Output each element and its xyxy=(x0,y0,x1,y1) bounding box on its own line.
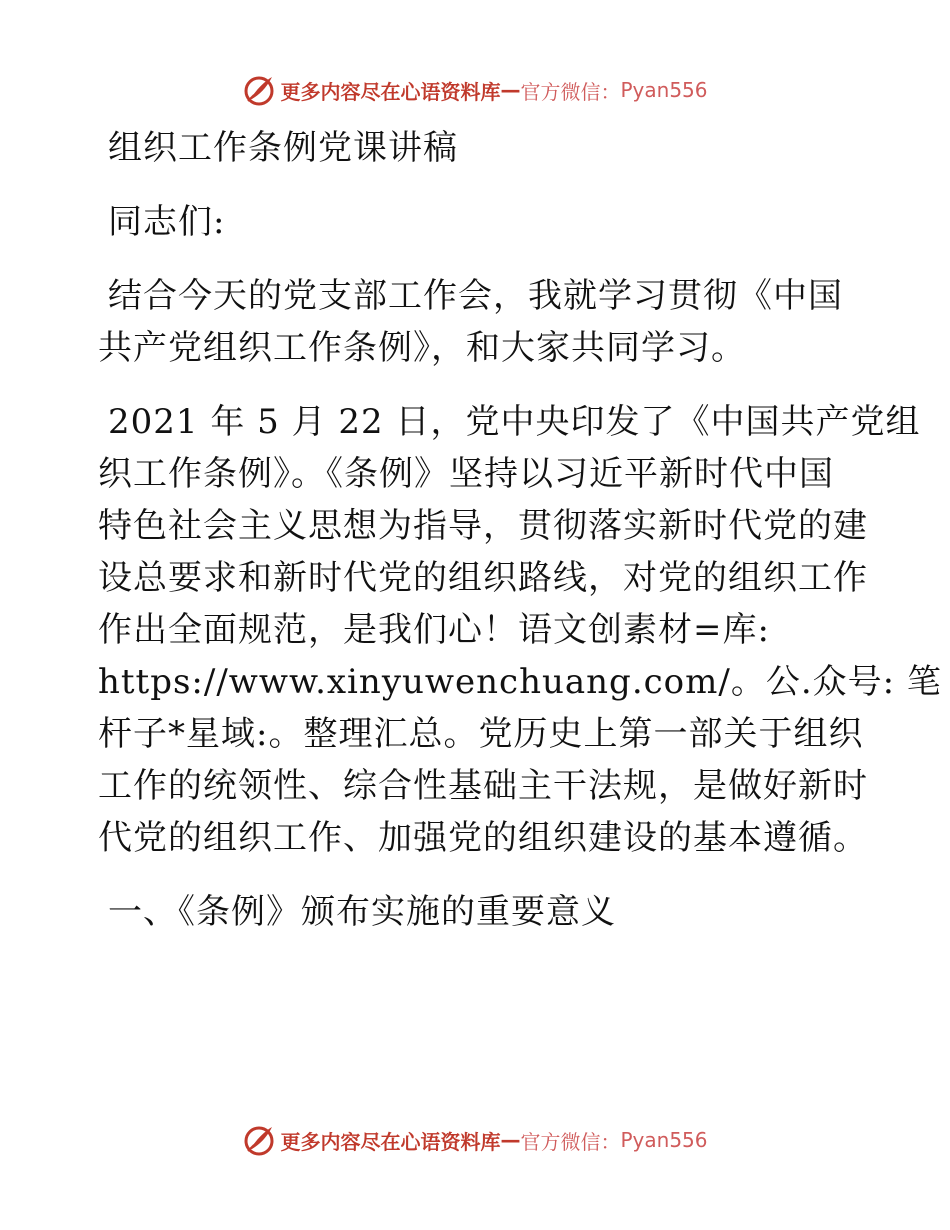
banner-separator: — xyxy=(500,78,521,102)
salutation: 同志们: xyxy=(108,202,226,242)
section-heading: 一、《条例》颁布实施的重要意义 xyxy=(108,892,616,932)
paragraph-line: 杆子*星域:。整理汇总。党历史上第一部关于组织 xyxy=(98,714,864,754)
document-body xyxy=(98,122,942,938)
feather-quill-logo-icon xyxy=(242,73,276,107)
paragraph-line: 结合今天的党支部工作会，我就学习贯彻《中国 xyxy=(108,276,843,316)
document-title: 组织工作条例党课讲稿 xyxy=(108,128,458,168)
paragraph-line: 作出全面规范，是我们心！语文创素材=库: xyxy=(98,610,770,650)
banner-wechat-id: Pyan556 xyxy=(620,1128,708,1152)
footer-banner xyxy=(0,1120,950,1160)
header-banner xyxy=(0,70,950,110)
paragraph-line-url: https://www.xinyuwenchuang.com/。公.众号: 笔 xyxy=(98,662,942,702)
paragraph-line: 织工作条例》。《条例》坚持以习近平新时代中国 xyxy=(98,454,834,494)
paragraph-2 xyxy=(98,396,942,864)
paragraph-line: 共产党组织工作条例》，和大家共同学习。 xyxy=(98,328,746,368)
paragraph-line: 特色社会主义思想为指导，贯彻落实新时代党的建 xyxy=(98,506,868,546)
paragraph-line: 2021 年 5 月 22 日，党中央印发了《中国共产党组 xyxy=(108,402,921,442)
banner-site-text: 更多内容尽在心语资料库 xyxy=(280,1129,501,1154)
banner-site-text: 更多内容尽在心语资料库 xyxy=(280,79,501,104)
banner-wechat-id: Pyan556 xyxy=(620,78,708,102)
paragraph-line: 代党的组织工作、加强党的组织建设的基本遵循。 xyxy=(98,818,868,858)
banner-separator: — xyxy=(500,1128,521,1152)
banner-wechat-label: 官方微信： xyxy=(520,1129,621,1154)
paragraph-line: 工作的统领性、综合性基础主干法规，是做好新时 xyxy=(98,766,868,806)
banner-wechat-label: 官方微信： xyxy=(520,79,621,104)
paragraph-line: 设总要求和新时代党的组织路线，对党的组织工作 xyxy=(98,558,868,598)
feather-quill-logo-icon xyxy=(242,1123,276,1157)
paragraph-1 xyxy=(98,270,858,374)
